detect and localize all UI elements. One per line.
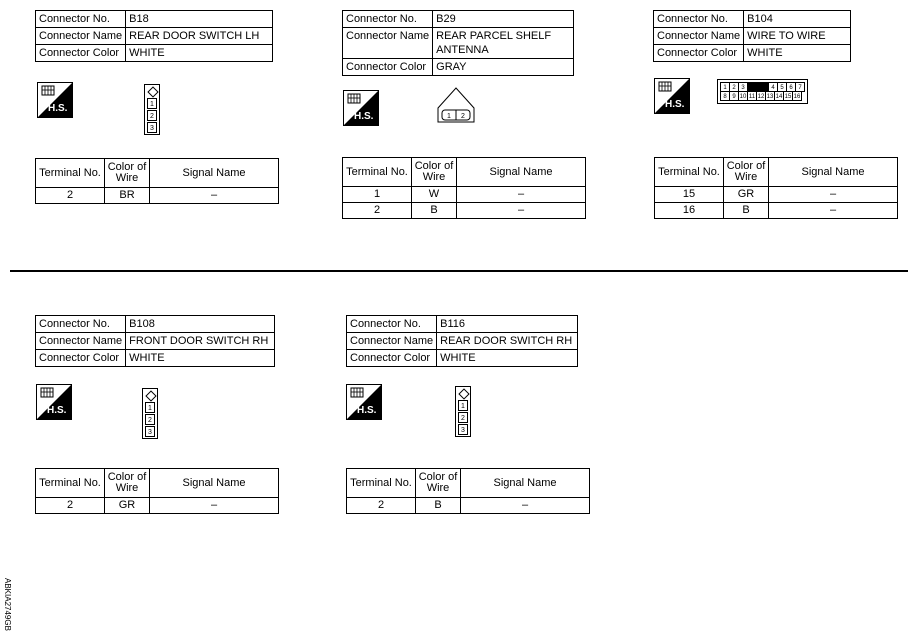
signal-cell: – (769, 203, 898, 219)
connector-no-label: Connector No. (36, 11, 126, 28)
hs-label: H.S. (665, 99, 685, 110)
connector-color-label: Connector Color (36, 45, 126, 62)
wire-color-cell: GR (105, 498, 150, 514)
signal-name-header: Signal Name (150, 469, 279, 498)
signal-cell: – (769, 187, 898, 203)
terminal-cell: 1 (343, 187, 412, 203)
pin-cell: 2 (147, 110, 157, 121)
table-row (343, 203, 586, 219)
connector-face-b104 (717, 79, 808, 104)
terminal-no-header: Terminal No. (343, 158, 412, 187)
pin-cell: 3 (458, 424, 468, 435)
connector-info-table (35, 10, 273, 62)
terminal-cell: 2 (36, 498, 105, 514)
pin-cell: 2 (458, 412, 468, 423)
table-row (655, 203, 898, 219)
connector-no-value: B108 (126, 316, 275, 333)
figure-code: ABKIA2749GB (3, 578, 12, 631)
connector-no-label: Connector No. (36, 316, 126, 333)
wire-color-cell: GR (724, 187, 769, 203)
color-of-wire-header: Color of Wire (105, 159, 150, 188)
terminal-table-b18 (35, 158, 279, 204)
pin-cell: 9 (729, 91, 739, 101)
connector-no-value: B116 (437, 316, 578, 333)
connector-name-label: Connector Name (36, 28, 126, 45)
connector-name-label: Connector Name (343, 28, 433, 59)
pin-cell: 2 (729, 82, 739, 92)
table-row (655, 187, 898, 203)
pin-cell: 12 (756, 91, 766, 101)
terminal-cell: 15 (655, 187, 724, 203)
terminal-no-header: Terminal No. (347, 469, 416, 498)
wire-color-cell: BR (105, 188, 150, 204)
connector-name-label: Connector Name (36, 333, 126, 350)
color-of-wire-header: Color of Wire (724, 158, 769, 187)
pin-cell: 6 (786, 82, 796, 92)
signal-cell: – (457, 203, 586, 219)
connector-info-table (342, 10, 574, 76)
connector-block-b108 (35, 315, 275, 367)
pin-cell: 1 (147, 98, 157, 109)
terminal-table-b108 (35, 468, 279, 514)
wire-color-cell: B (412, 203, 457, 219)
connector-no-label: Connector No. (343, 11, 433, 28)
terminal-table-b104 (654, 157, 898, 219)
connector-no-label: Connector No. (347, 316, 437, 333)
connector-no-value: B29 (433, 11, 574, 28)
connector-block-b29 (342, 10, 574, 76)
signal-cell: – (457, 187, 586, 203)
pin-cell: 1 (720, 82, 730, 92)
table-row (347, 498, 590, 514)
connector-info-table (35, 315, 275, 367)
pin-cell: 15 (783, 91, 793, 101)
section-divider (10, 270, 908, 272)
color-of-wire-header: Color of Wire (416, 469, 461, 498)
pin-row (720, 92, 805, 101)
key-diamond-icon (145, 390, 155, 401)
key-diamond-icon (147, 86, 157, 97)
signal-name-header: Signal Name (150, 159, 279, 188)
connector-block-b18 (35, 10, 273, 62)
pin-cell: 10 (738, 91, 748, 101)
pin-cell: 4 (768, 82, 778, 92)
terminal-cell: 2 (347, 498, 416, 514)
table-row (36, 498, 279, 514)
pin-label: 1 (447, 113, 451, 120)
connector-color-value: WHITE (126, 45, 273, 62)
pin-cell: 5 (777, 82, 787, 92)
pin-label: 2 (461, 113, 465, 120)
connector-face-b116 (455, 386, 471, 437)
connector-color-value: WHITE (437, 350, 578, 367)
table-row (343, 187, 586, 203)
connector-face-b29 (434, 86, 478, 126)
terminal-no-header: Terminal No. (36, 159, 105, 188)
pin-cell: 1 (145, 402, 155, 413)
hs-label: H.S. (48, 103, 68, 114)
terminal-table-b116 (346, 468, 590, 514)
terminal-no-header: Terminal No. (36, 469, 105, 498)
connector-info-table (346, 315, 578, 367)
pin-cell: 13 (765, 91, 775, 101)
connector-name-label: Connector Name (347, 333, 437, 350)
connector-color-label: Connector Color (343, 59, 433, 76)
pin-cell: 11 (747, 91, 757, 101)
connector-info-table (653, 10, 851, 62)
connector-no-value: B18 (126, 11, 273, 28)
connector-color-label: Connector Color (654, 45, 744, 62)
color-of-wire-header: Color of Wire (412, 158, 457, 187)
signal-cell: – (461, 498, 590, 514)
connector-face-b18 (144, 84, 160, 135)
connector-name-value: REAR DOOR SWITCH RH (437, 333, 578, 350)
pin-cell: 3 (738, 82, 748, 92)
connector-name-label: Connector Name (654, 28, 744, 45)
table-row (36, 188, 279, 204)
key-diamond-icon (458, 388, 468, 399)
color-of-wire-header: Color of Wire (105, 469, 150, 498)
wire-color-cell: B (724, 203, 769, 219)
signal-name-header: Signal Name (457, 158, 586, 187)
hs-label: H.S. (354, 111, 374, 122)
signal-name-header: Signal Name (769, 158, 898, 187)
connector-name-value: REAR DOOR SWITCH LH (126, 28, 273, 45)
connector-no-value: B104 (744, 11, 851, 28)
terminal-table-b29 (342, 157, 586, 219)
connector-name-value: REAR PARCEL SHELF ANTENNA (433, 28, 574, 59)
pin-cell: 3 (147, 122, 157, 133)
wire-color-cell: B (416, 498, 461, 514)
connector-color-label: Connector Color (347, 350, 437, 367)
connector-color-value: WHITE (744, 45, 851, 62)
connector-block-b104 (653, 10, 851, 62)
connector-name-value: WIRE TO WIRE (744, 28, 851, 45)
signal-cell: – (150, 188, 279, 204)
pin-cell: 1 (458, 400, 468, 411)
connector-name-value: FRONT DOOR SWITCH RH (126, 333, 275, 350)
terminal-cell: 2 (36, 188, 105, 204)
pin-cell: 3 (145, 426, 155, 437)
terminal-cell: 2 (343, 203, 412, 219)
signal-name-header: Signal Name (461, 469, 590, 498)
hs-label: H.S. (47, 405, 67, 416)
pin-cell: 2 (145, 414, 155, 425)
terminal-cell: 16 (655, 203, 724, 219)
pin-cell: 8 (720, 91, 730, 101)
connector-block-b116 (346, 315, 578, 367)
wire-color-cell: W (412, 187, 457, 203)
signal-cell: – (150, 498, 279, 514)
hs-label: H.S. (357, 405, 377, 416)
pin-cell: 16 (792, 91, 802, 101)
connector-color-value: WHITE (126, 350, 275, 367)
pin-cell: 14 (774, 91, 784, 101)
connector-no-label: Connector No. (654, 11, 744, 28)
pin-cell: 7 (795, 82, 805, 92)
connector-face-b108 (142, 388, 158, 439)
connector-color-value: GRAY (433, 59, 574, 76)
terminal-no-header: Terminal No. (655, 158, 724, 187)
connector-color-label: Connector Color (36, 350, 126, 367)
